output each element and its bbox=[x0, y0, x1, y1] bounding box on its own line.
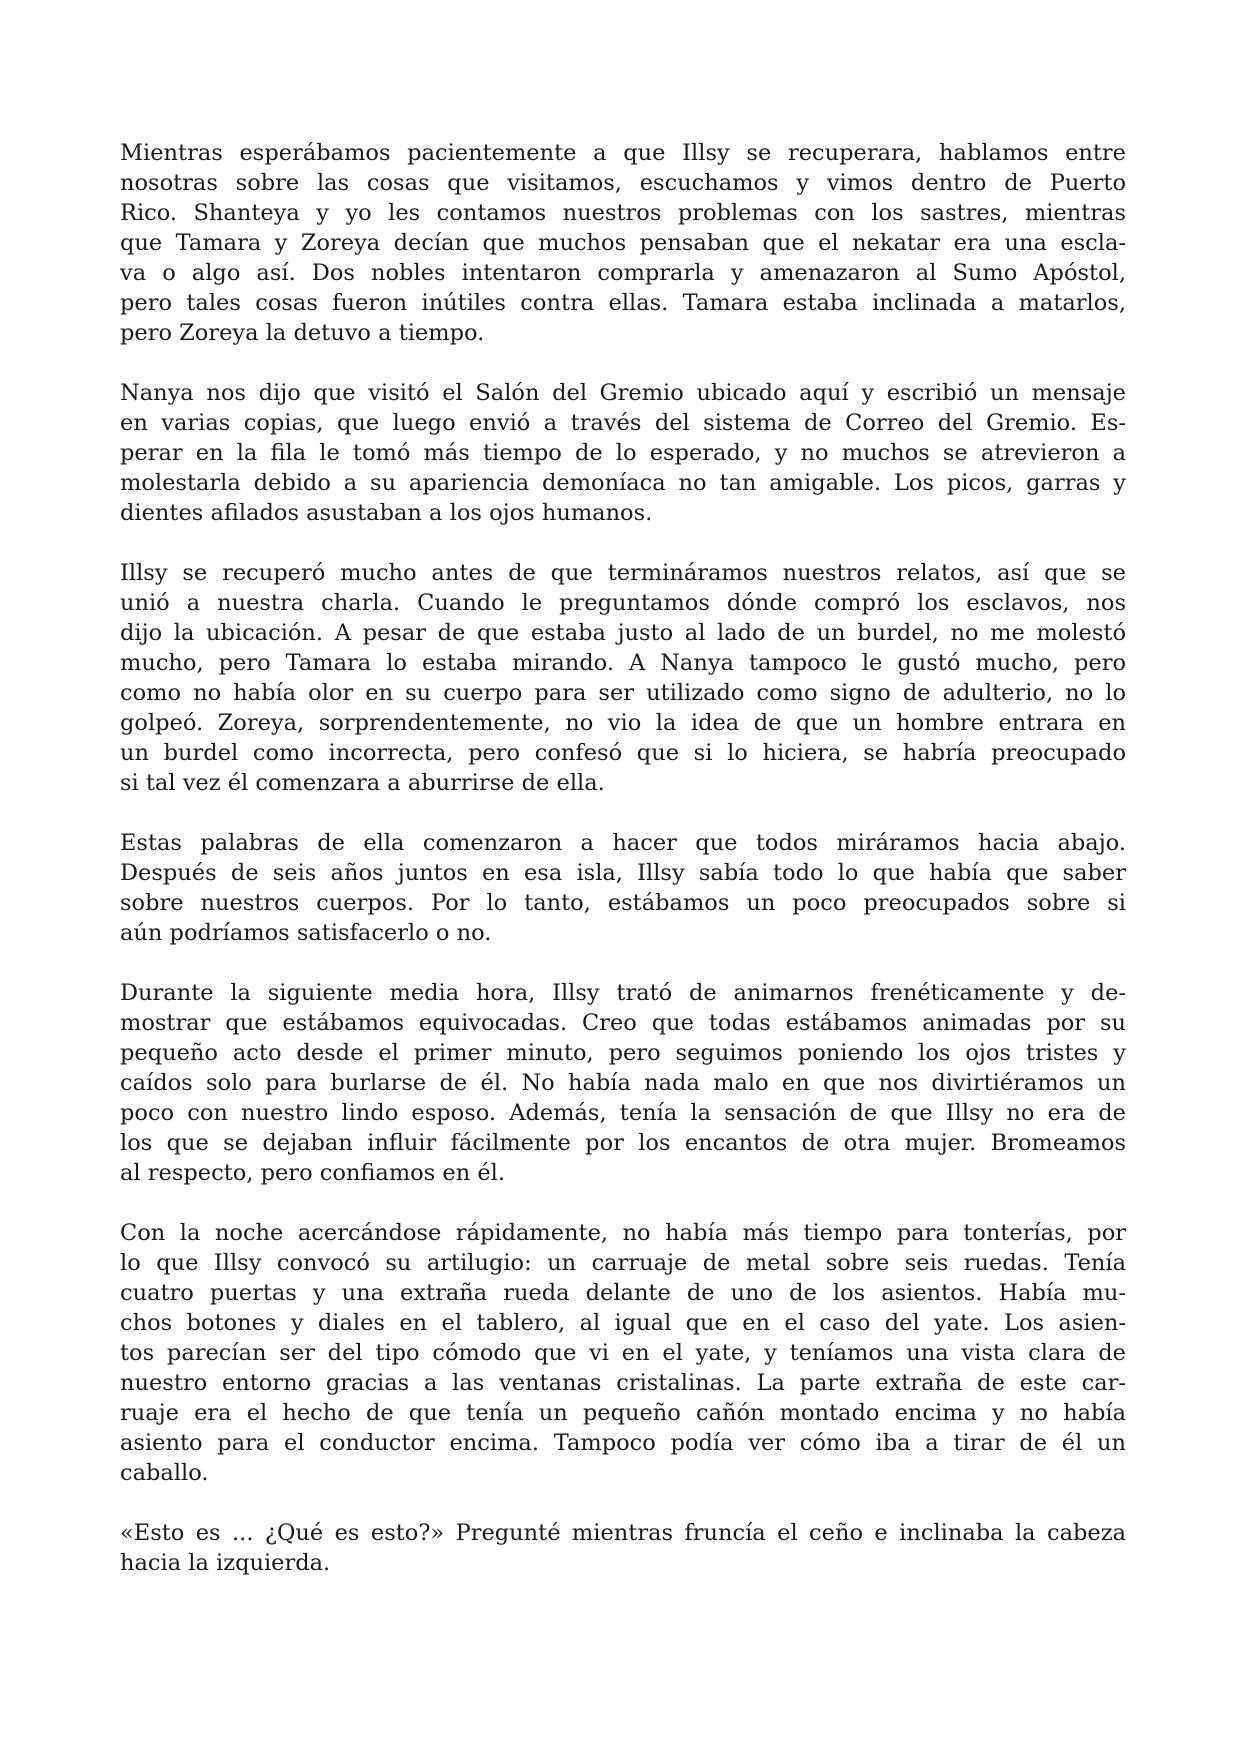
text-line: perar en la fila le tomó más tiempo de lo esperado, y no muchos se atrevieron a bbox=[120, 440, 1126, 466]
text-line: dientes afilados asustaban a los ojos humanos. bbox=[120, 500, 653, 526]
text-line: al respecto, pero confiamos en él. bbox=[120, 1160, 506, 1186]
text-line: si tal vez él comenzara a aburrirse de ella. bbox=[120, 770, 605, 796]
text-line: que Tamara y Zoreya decían que muchos pensaban que el nekatar era una escla- bbox=[120, 230, 1126, 256]
text-line: ruaje era el hecho de que tenía un pequeño cañón montado encima y no había bbox=[120, 1400, 1126, 1426]
text-line: Con la noche acercándose rápidamente, no había más tiempo para tonterías, por bbox=[120, 1220, 1126, 1246]
text-line: los que se dejaban influir fácilmente por los encantos de otra mujer. Bromeamos bbox=[120, 1130, 1126, 1156]
paragraph bbox=[120, 1518, 1126, 1578]
text-line: aún podríamos satisfacerlo o no. bbox=[120, 920, 492, 946]
text-line: caballo. bbox=[120, 1460, 209, 1486]
paragraph bbox=[120, 978, 1126, 1188]
text-line: Nanya nos dijo que visitó el Salón del Gremio ubicado aquí y escribió un mensaje bbox=[120, 380, 1126, 406]
text-line: dijo la ubicación. A pesar de que estaba justo al lado de un burdel, no me molestó bbox=[120, 620, 1126, 646]
text-line: molestarla debido a su apariencia demoníaca no tan amigable. Los picos, garras y bbox=[120, 470, 1126, 496]
text-line: pero Zoreya la detuvo a tiempo. bbox=[120, 320, 485, 346]
text-line: asiento para el conductor encima. Tampoco podía ver cómo iba a tirar de él un bbox=[120, 1430, 1126, 1456]
paragraph bbox=[120, 828, 1126, 948]
text-line: un burdel como incorrecta, pero confesó que si lo hiciera, se habría preocupado bbox=[120, 740, 1126, 766]
document-body bbox=[120, 138, 1126, 1578]
text-line: caídos solo para burlarse de él. No había nada malo en que nos divirtiéramos un bbox=[120, 1070, 1126, 1096]
text-line: sobre nuestros cuerpos. Por lo tanto, estábamos un poco preocupados sobre si bbox=[120, 890, 1126, 916]
text-line: «Esto es ... ¿Qué es esto?» Pregunté mientras fruncía el ceño e inclinaba la cabeza bbox=[120, 1520, 1126, 1546]
text-line: va o algo así. Dos nobles intentaron comprarla y amenazaron al Sumo Apóstol, bbox=[120, 260, 1126, 286]
text-line: Rico. Shanteya y yo les contamos nuestros problemas con los sastres, mientras bbox=[120, 200, 1126, 226]
text-line: pequeño acto desde el primer minuto, pero seguimos poniendo los ojos tristes y bbox=[120, 1040, 1126, 1066]
text-line: como no había olor en su cuerpo para ser utilizado como signo de adulterio, no lo bbox=[120, 680, 1126, 706]
text-line: unió a nuestra charla. Cuando le preguntamos dónde compró los esclavos, nos bbox=[120, 590, 1126, 616]
text-line: Durante la siguiente media hora, Illsy trató de animarnos frenéticamente y de- bbox=[120, 980, 1126, 1006]
text-line: cuatro puertas y una extraña rueda delante de uno de los asientos. Había mu- bbox=[120, 1280, 1126, 1306]
text-line: golpeó. Zoreya, sorprendentemente, no vio la idea de que un hombre entrara en bbox=[120, 710, 1126, 736]
text-line: chos botones y diales en el tablero, al igual que en el caso del yate. Los asien- bbox=[120, 1310, 1126, 1336]
text-line: lo que Illsy convocó su artilugio: un carruaje de metal sobre seis ruedas. Tenía bbox=[120, 1250, 1126, 1276]
text-line: Estas palabras de ella comenzaron a hacer que todos miráramos hacia abajo. bbox=[120, 830, 1126, 856]
text-line: mostrar que estábamos equivocadas. Creo que todas estábamos animadas por su bbox=[120, 1010, 1126, 1036]
text-line: hacia la izquierda. bbox=[120, 1550, 331, 1576]
paragraph bbox=[120, 378, 1126, 528]
text-line: Mientras esperábamos pacientemente a que Illsy se recuperara, hablamos entre bbox=[120, 140, 1126, 166]
text-line: mucho, pero Tamara lo estaba mirando. A Nanya tampoco le gustó mucho, pero bbox=[120, 650, 1126, 676]
text-line: Después de seis años juntos en esa isla, Illsy sabía todo lo que había que saber bbox=[120, 860, 1126, 886]
text-line: poco con nuestro lindo esposo. Además, tenía la sensación de que Illsy no era de bbox=[120, 1100, 1126, 1126]
text-line: en varias copias, que luego envió a través del sistema de Correo del Gremio. Es- bbox=[120, 410, 1126, 436]
text-line: tos parecían ser del tipo cómodo que vi en el yate, y teníamos una vista clara de bbox=[120, 1340, 1126, 1366]
paragraph bbox=[120, 1218, 1126, 1488]
paragraph bbox=[120, 138, 1126, 348]
text-line: nosotras sobre las cosas que visitamos, escuchamos y vimos dentro de Puerto bbox=[120, 170, 1126, 196]
paragraph bbox=[120, 558, 1126, 798]
text-line: nuestro entorno gracias a las ventanas cristalinas. La parte extraña de este car- bbox=[120, 1370, 1126, 1396]
text-line: Illsy se recuperó mucho antes de que termináramos nuestros relatos, así que se bbox=[120, 560, 1126, 586]
text-line: pero tales cosas fueron inútiles contra ellas. Tamara estaba inclinada a matarlos, bbox=[120, 290, 1126, 316]
